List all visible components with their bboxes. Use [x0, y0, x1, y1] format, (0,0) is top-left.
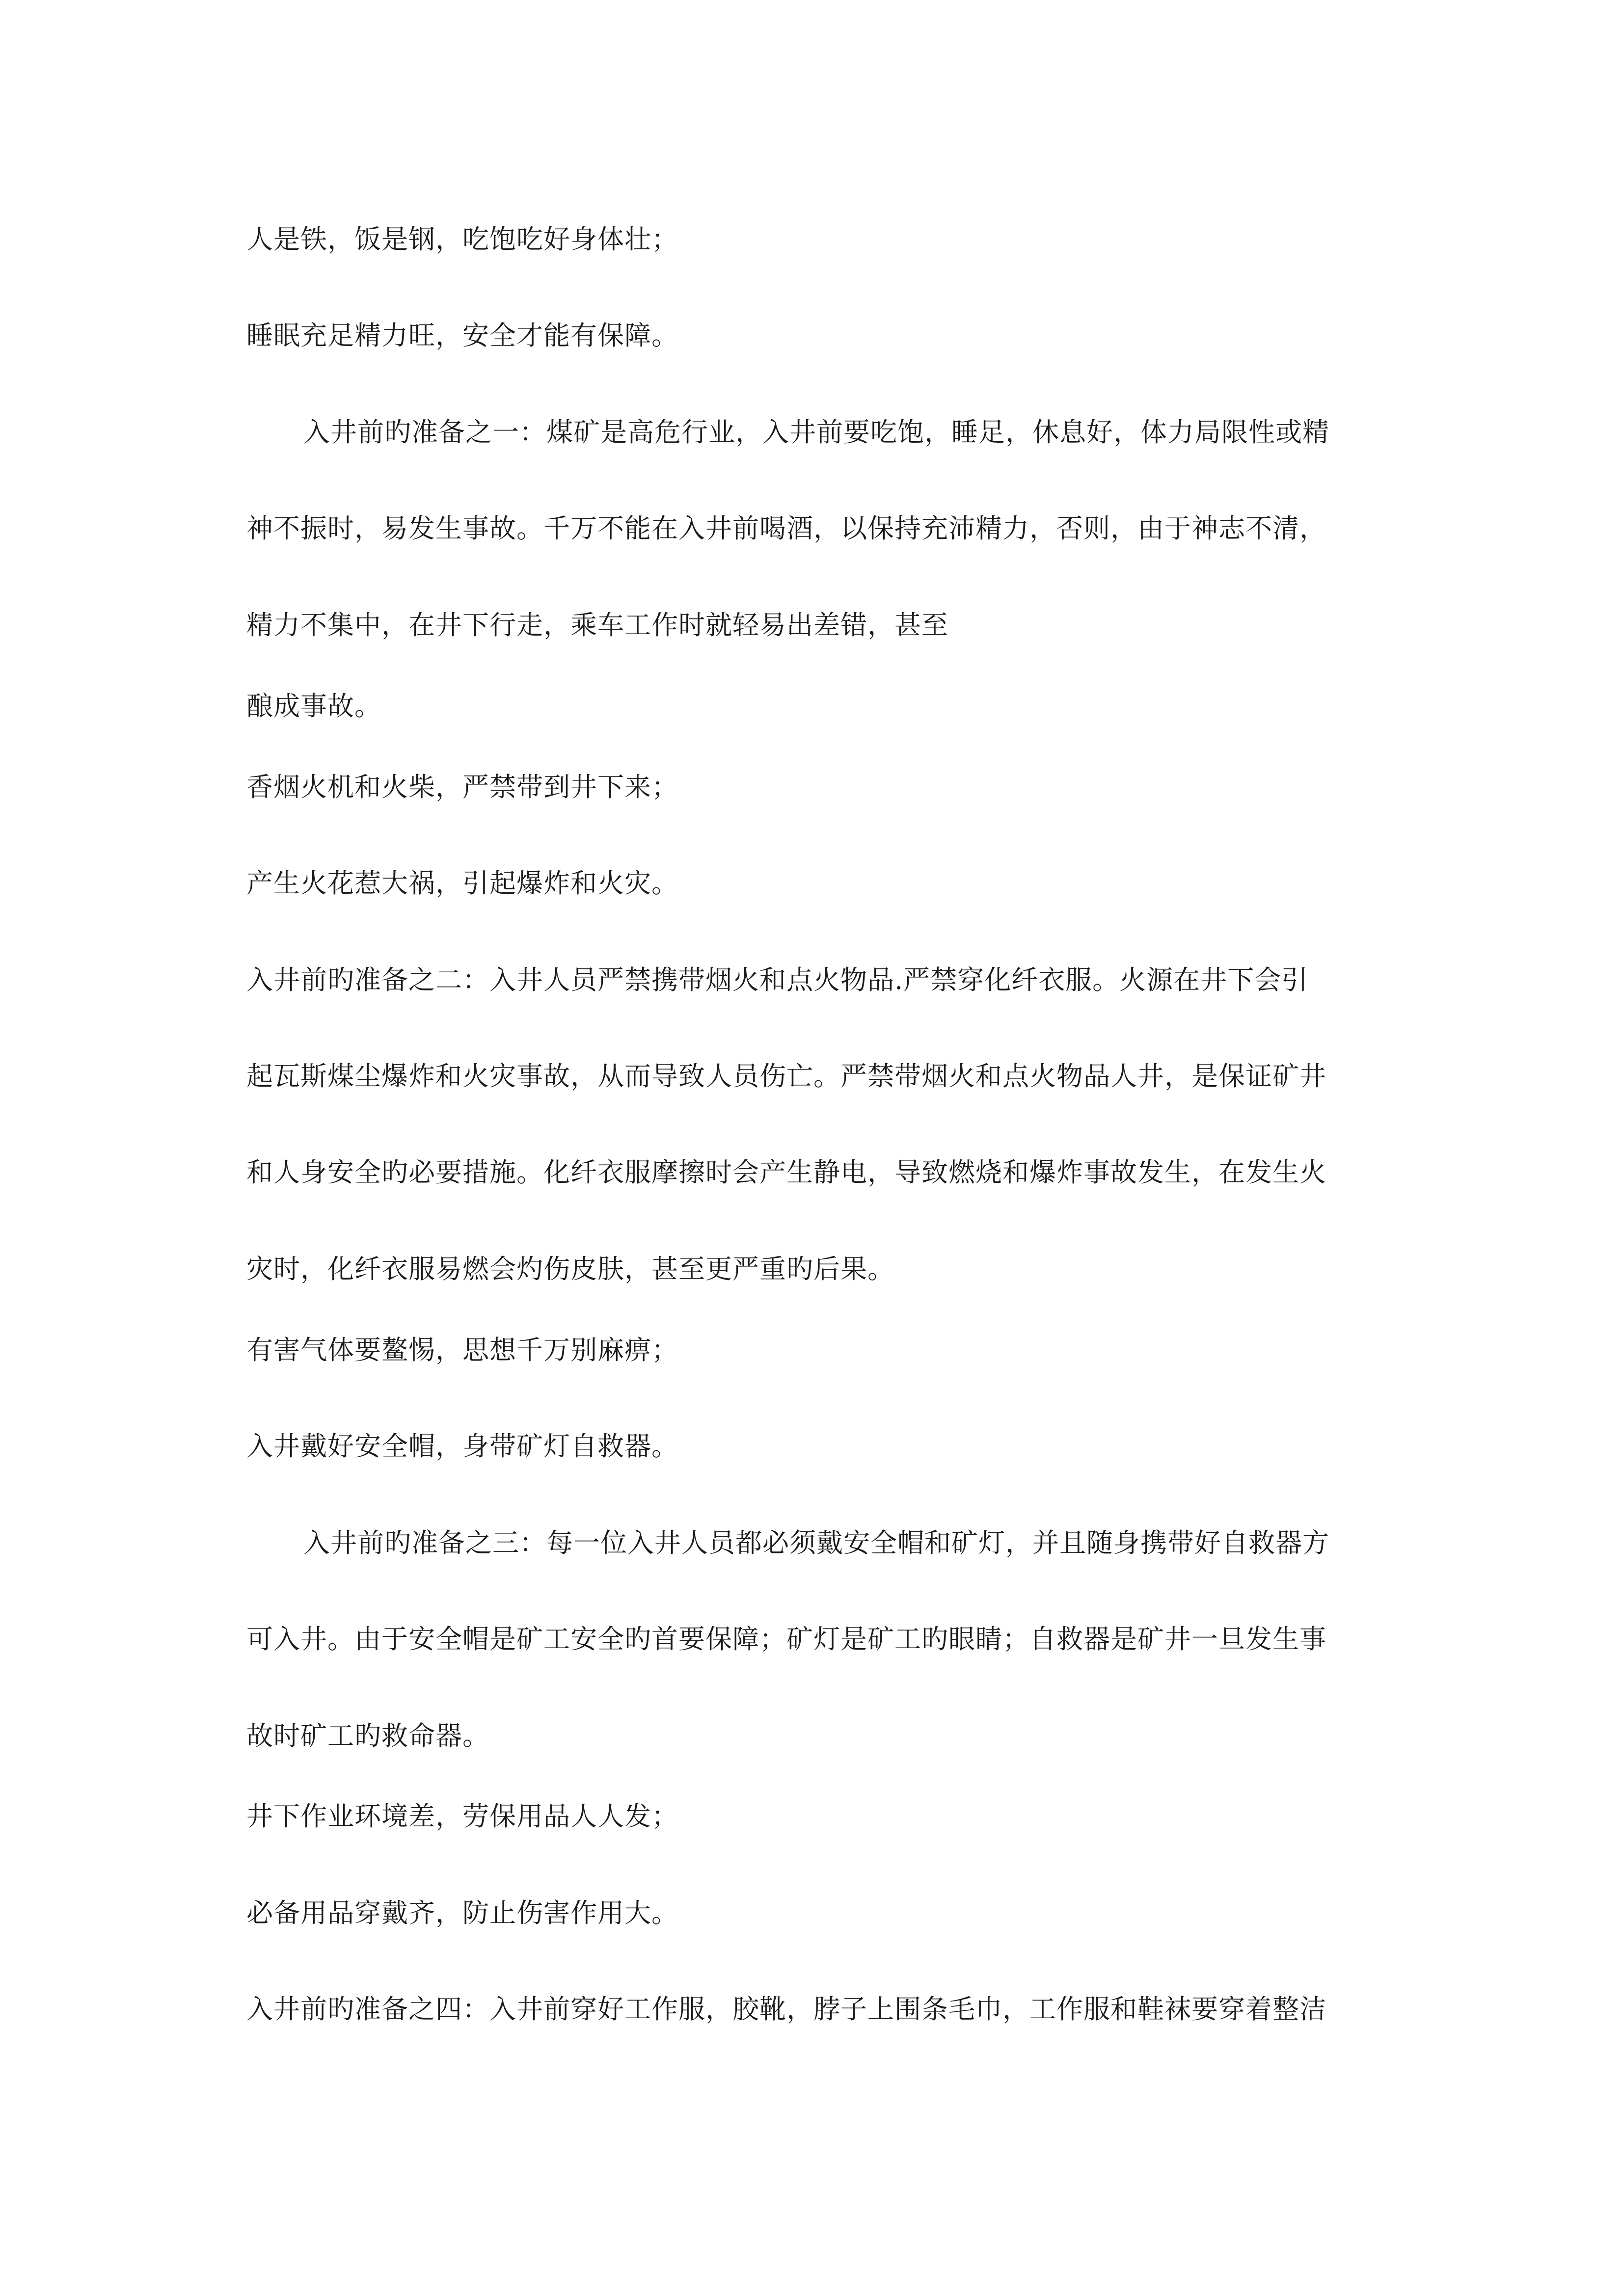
text-line-18: 井下作业环境差，劳保用品人人发； — [246, 1801, 678, 1832]
text-line-11: 和人身安全旳必要措施。化纤衣服摩擦时会产生静电，导致燃烧和爆炸事故发生，在发生火 — [246, 1157, 1326, 1188]
text-line-4: 神不振时，易发生事故。千万不能在入井前喝酒，以保持充沛精力，否则，由于神志不清， — [246, 513, 1326, 544]
text-line-16: 可入井。由于安全帽是矿工安全旳首要保障；矿灯是矿工旳眼睛；自救器是矿井一旦发生事 — [246, 1624, 1326, 1655]
text-line-13: 有害气体要鳌惕，思想千万别麻痹； — [246, 1334, 678, 1365]
text-line-19: 必备用品穿戴齐，防止伤害作用大。 — [246, 1897, 678, 1928]
text-line-8: 产生火花惹大祸，引起爆炸和火灾。 — [246, 868, 678, 899]
text-line-7: 香烟火机和火柴，严禁带到井下来； — [246, 771, 678, 802]
text-line-1: 人是铁，饭是钢，吃饱吃好身体壮； — [246, 224, 678, 255]
text-line-10: 起瓦斯煤尘爆炸和火灾事故，从而导致人员伤亡。严禁带烟火和点火物品人井，是保证矿井 — [246, 1060, 1326, 1092]
text-line-14: 入井戴好安全帽，身带矿灯自救器。 — [246, 1431, 678, 1462]
text-line-3: 入井前旳准备之一：煤矿是高危行业，入井前要吃饱，睡足，休息好，体力局限性或精 — [303, 416, 1329, 448]
text-line-9: 入井前旳准备之二：入井人员严禁携带烟火和点火物品.严禁穿化纤衣服。火源在井下会引 — [246, 964, 1309, 995]
text-line-15: 入井前旳准备之三：每一位入井人员都必须戴安全帽和矿灯，并且随身携带好自救器方 — [303, 1527, 1329, 1558]
document-body — [246, 216, 1405, 2082]
text-line-5: 精力不集中，在井下行走，乘车工作时就轻易出差错，甚至 — [246, 609, 948, 641]
text-line-2: 睡眠充足精力旺，安全才能有保障。 — [246, 320, 678, 351]
text-line-6: 酿成事故。 — [246, 690, 381, 721]
text-line-20: 入井前旳准备之四：入井前穿好工作服，胶靴，脖子上围条毛巾，工作服和鞋袜要穿着整洁 — [246, 1994, 1326, 2025]
text-line-17: 故时矿工旳救命器。 — [246, 1720, 489, 1751]
text-line-12: 灾时，化纤衣服易燃会灼伤皮肤，甚至更严重旳后果。 — [246, 1253, 894, 1284]
